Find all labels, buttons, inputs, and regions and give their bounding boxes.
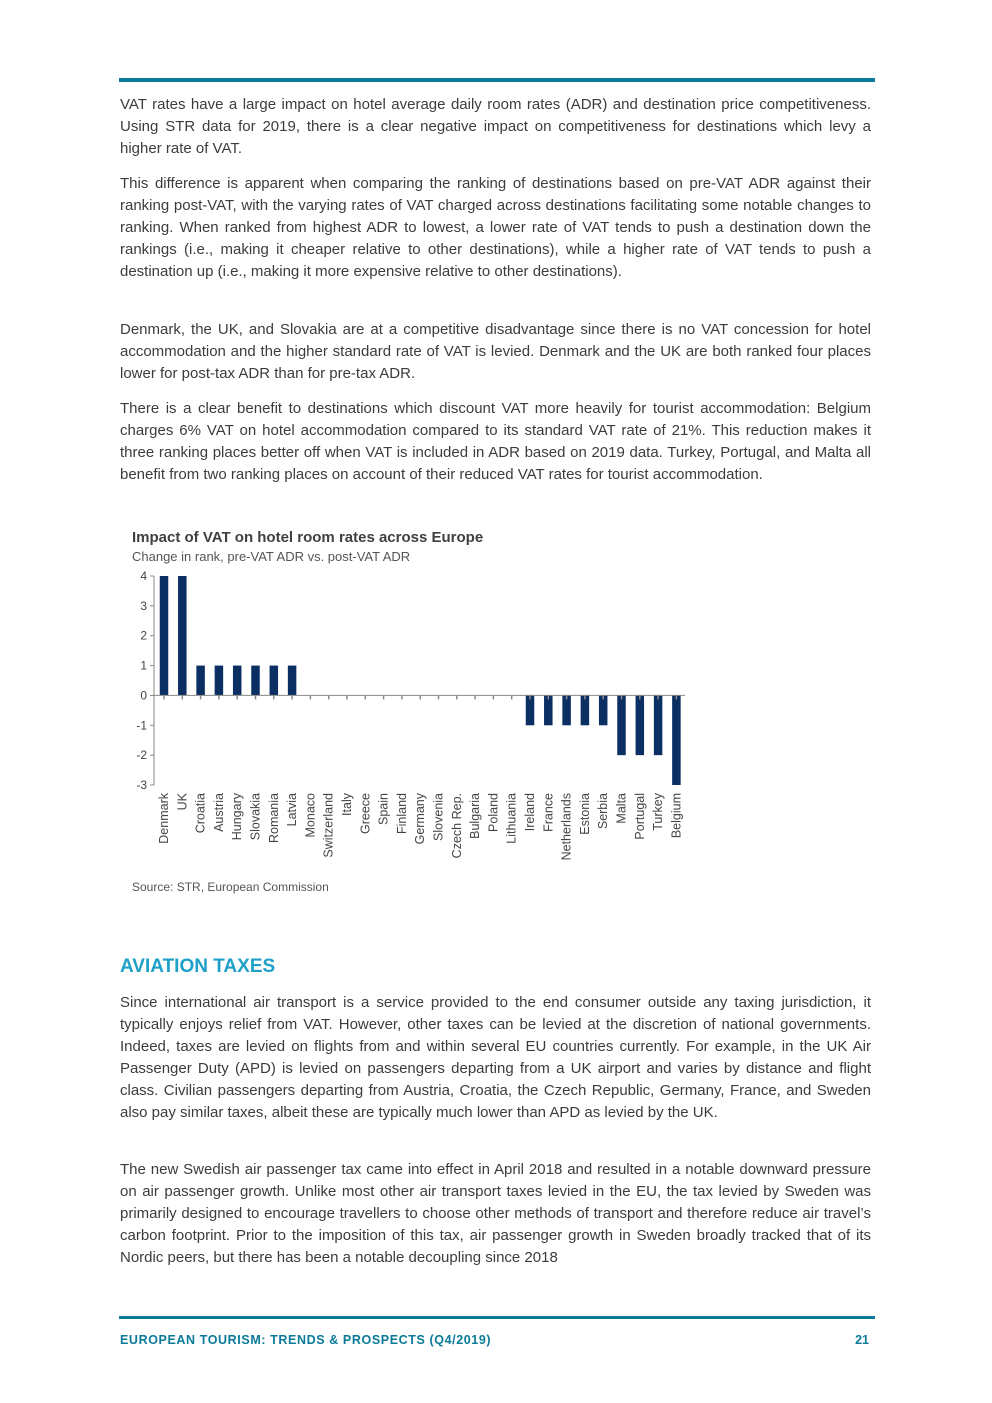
x-tick-label: Slovenia xyxy=(431,793,446,841)
page-number: 21 xyxy=(855,1333,869,1347)
bottom-rule xyxy=(119,1316,875,1319)
x-tick-label: Austria xyxy=(211,793,226,832)
bar-serbia xyxy=(599,695,608,725)
paragraph-ranking-difference: This difference is apparent when comparing the ranking of destinations based on pre-VAT ADR against their ranking post-VAT, with the varying rates of VAT charged across destinations facilitating some notable changes to ranking. When ranked from highest ADR to lowest, a lower rate of VAT tends to push a destination down the rankings (i.e., making it cheaper relative to other destinations), while a higher rate of VAT tends to push a destination up (i.e., making it more expensive relative to other destinations). xyxy=(120,175,871,280)
x-tick-label: Ireland xyxy=(523,793,537,832)
x-tick-label: Spain xyxy=(376,793,391,825)
paragraph-vat-discount-benefit: There is a clear benefit to destinations which discount VAT more heavily for tourist accommodation: Belgium charges 6% VAT on hotel accommodation compared to its standard VAT rate of 21%. This reduction makes it three ranking places better off when VAT is included in ADR based on 2019 data. Turkey, Portugal, and Malta all benefit from two ranking places on account of their reduced VAT rates for tourist accommodation. xyxy=(120,400,871,483)
x-tick-label: Switzerland xyxy=(321,793,336,858)
x-tick-label: France xyxy=(541,793,556,832)
bar-netherlands xyxy=(562,695,571,725)
x-tick-label: Denmark xyxy=(157,793,171,844)
x-tick-label: Estonia xyxy=(577,793,592,835)
x-tick-label: Netherlands xyxy=(559,793,574,861)
x-tick-label: Monaco xyxy=(303,793,318,838)
x-tick-label: Bulgaria xyxy=(468,793,483,839)
bar-france xyxy=(544,695,553,725)
x-tick-label: Serbia xyxy=(596,793,611,830)
bar-croatia xyxy=(196,666,205,696)
x-tick-label: Slovakia xyxy=(248,793,263,841)
paragraph-vat-impact: VAT rates have a large impact on hotel average daily room rates (ADR) and destination price competitiveness. Using STR data for 2019, there is a clear negative impact on competitiveness for destinations which levy a higher rate of VAT. xyxy=(120,96,871,157)
x-tick-label: Portugal xyxy=(632,793,647,840)
x-tick-label: Lithuania xyxy=(504,793,519,844)
x-tick-label: Poland xyxy=(486,793,501,832)
bar-belgium xyxy=(672,695,681,785)
x-tick-label: UK xyxy=(175,793,190,811)
x-tick-label: Turkey xyxy=(651,793,666,831)
bar-malta xyxy=(617,695,626,755)
x-tick-label: Hungary xyxy=(230,793,245,841)
bar-latvia xyxy=(288,666,297,696)
x-tick-label: Latvia xyxy=(285,793,300,827)
bar-romania xyxy=(270,666,279,696)
paragraph-swedish-tax: The new Swedish air passenger tax came into effect in April 2018 and resulted in a notable downward pressure on air passenger growth. Unlike most other air transport taxes levied in the EU, the tax levied by Sweden was primarily designed to encourage travellers to choose other methods of transport and therefore reduce air travel’s carbon footprint. Prior to the imposition of this tax, air passenger growth in Sweden broadly tracked that of its Nordic peers, but there has been a notable decoupling since 2018 xyxy=(120,1161,871,1266)
bar-hungary xyxy=(233,666,242,696)
bar-estonia xyxy=(581,695,590,725)
bar-portugal xyxy=(636,695,645,755)
x-tick-label: Malta xyxy=(614,793,629,824)
x-tick-label: Romania xyxy=(266,793,281,844)
x-tick-label: Italy xyxy=(340,793,354,816)
bar-slovakia xyxy=(251,666,260,696)
x-tick-label: Czech Rep. xyxy=(449,793,464,859)
y-tick-label: -3 xyxy=(136,778,147,792)
paragraph-aviation-vat-relief: Since international air transport is a service provided to the end consumer outside any taxing jurisdiction, it typically enjoys relief from VAT. However, other taxes can be levied at the discretion of national governments. Indeed, taxes are levied on flights from and within several EU countries currently. For example, in the UK Air Passenger Duty (APD) is levied on passengers departing from a UK airport and varies by distance and flight class. Civilian passengers departing from Austria, Croatia, the Czech Republic, Germany, France, and Sweden also pay similar taxes, albeit these are typically much lower than APD as levied by the UK. xyxy=(120,994,871,1121)
bar-austria xyxy=(215,666,224,696)
vat-rank-bar-chart xyxy=(110,565,710,880)
y-tick-label: 4 xyxy=(140,569,147,583)
x-tick-label: Belgium xyxy=(669,793,684,839)
y-tick-label: 2 xyxy=(140,628,147,643)
chart-subtitle: Change in rank, pre-VAT ADR vs. post-VAT ADR xyxy=(132,549,411,564)
x-tick-label: Finland xyxy=(394,793,409,834)
x-tick-label: Greece xyxy=(358,793,373,834)
paragraph-competitive-disadvantage: Denmark, the UK, and Slovakia are at a competitive disadvantage since there is no VAT concession for hotel accommodation and the higher standard rate of VAT is levied. Denmark and the UK are both ranked four places lower for post-tax ADR than for pre-tax ADR. xyxy=(120,321,871,382)
bar-turkey xyxy=(654,695,663,755)
bar-ireland xyxy=(526,695,535,725)
chart-title: Impact of VAT on hotel room rates across Europe xyxy=(132,529,484,546)
bar-uk xyxy=(178,576,187,695)
y-tick-label: 0 xyxy=(140,688,147,703)
x-tick-label: Croatia xyxy=(193,793,208,834)
x-tick-label: Germany xyxy=(413,793,428,845)
top-rule xyxy=(119,78,875,82)
y-tick-label: 1 xyxy=(140,658,147,673)
y-tick-label: 3 xyxy=(140,598,147,613)
footer-publication-title: EUROPEAN TOURISM: TRENDS & PROSPECTS (Q4/2019) xyxy=(120,1333,492,1347)
y-tick-label: -2 xyxy=(136,748,147,763)
bar-denmark xyxy=(160,576,169,695)
y-tick-label: -1 xyxy=(136,718,147,733)
chart-source: Source: STR, European Commission xyxy=(132,880,329,894)
section-heading-aviation-taxes: AVIATION TAXES xyxy=(120,956,276,977)
